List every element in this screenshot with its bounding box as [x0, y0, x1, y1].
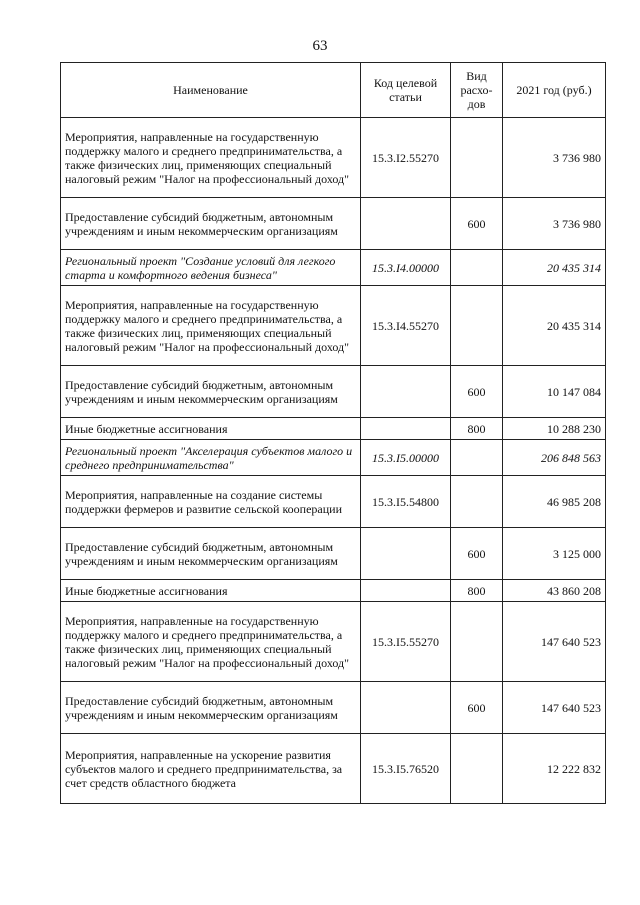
row-code: 15.3.I5.55270 — [361, 602, 451, 682]
row-kind — [451, 118, 503, 198]
table-row — [61, 198, 606, 250]
row-code: 15.3.I2.55270 — [361, 118, 451, 198]
row-amount: 20 435 314 — [503, 250, 606, 286]
row-amount: 147 640 523 — [503, 602, 606, 682]
row-kind — [451, 602, 503, 682]
table-row — [61, 734, 606, 804]
table-row — [61, 476, 606, 528]
row-amount: 43 860 208 — [503, 580, 606, 602]
row-amount: 3 736 980 — [503, 118, 606, 198]
row-name: Предоставление субсидий бюджетным, автономным учреждениям и иным некоммерческим организациям — [61, 198, 361, 250]
row-name: Мероприятия, направленные на государственную поддержку малого и среднего предпринимательства, а также физических лиц, применяющих специальный налоговый режим "Налог на профессиональный доход" — [61, 118, 361, 198]
row-amount: 10 288 230 — [503, 418, 606, 440]
row-name: Мероприятия, направленные на создание системы поддержки фермеров и развитие сельской кооперации — [61, 476, 361, 528]
row-code: 15.3.I4.55270 — [361, 286, 451, 366]
row-amount: 20 435 314 — [503, 286, 606, 366]
row-kind — [451, 476, 503, 528]
row-code — [361, 682, 451, 734]
row-kind: 600 — [451, 528, 503, 580]
header-kind: Вид расхо- дов — [451, 63, 503, 118]
row-kind: 600 — [451, 366, 503, 418]
row-name: Предоставление субсидий бюджетным, автономным учреждениям и иным некоммерческим организациям — [61, 682, 361, 734]
table-row — [61, 602, 606, 682]
row-code: 15.3.I4.00000 — [361, 250, 451, 286]
row-name: Иные бюджетные ассигнования — [61, 418, 361, 440]
row-name: Предоставление субсидий бюджетным, автономным учреждениям и иным некоммерческим организациям — [61, 528, 361, 580]
row-kind: 800 — [451, 418, 503, 440]
row-code — [361, 528, 451, 580]
row-kind: 800 — [451, 580, 503, 602]
table-header-row — [61, 63, 606, 118]
header-code: Код целевой статьи — [361, 63, 451, 118]
row-name: Предоставление субсидий бюджетным, автономным учреждениям и иным некоммерческим организациям — [61, 366, 361, 418]
row-amount: 46 985 208 — [503, 476, 606, 528]
row-kind — [451, 286, 503, 366]
table-row — [61, 250, 606, 286]
table-row — [61, 286, 606, 366]
row-amount: 3 125 000 — [503, 528, 606, 580]
table-row — [61, 118, 606, 198]
row-name: Мероприятия, направленные на государственную поддержку малого и среднего предпринимательства, а также физических лиц, применяющих специальный налоговый режим "Налог на профессиональный доход" — [61, 602, 361, 682]
row-code — [361, 366, 451, 418]
row-code — [361, 580, 451, 602]
row-code: 15.3.I5.76520 — [361, 734, 451, 804]
row-amount: 206 848 563 — [503, 440, 606, 476]
row-code: 15.3.I5.54800 — [361, 476, 451, 528]
row-name: Иные бюджетные ассигнования — [61, 580, 361, 602]
row-code — [361, 418, 451, 440]
row-amount: 147 640 523 — [503, 682, 606, 734]
page-number: 63 — [312, 38, 328, 54]
row-name: Региональный проект "Создание условий для легкого старта и комфортного ведения бизнеса" — [61, 250, 361, 286]
table-row — [61, 418, 606, 440]
row-code — [361, 198, 451, 250]
table-row — [61, 366, 606, 418]
row-code: 15.3.I5.00000 — [361, 440, 451, 476]
table-row — [61, 580, 606, 602]
row-name: Мероприятия, направленные на ускорение развития субъектов малого и среднего предпринимательства, за счет средств областного бюджета — [61, 734, 361, 804]
row-kind: 600 — [451, 682, 503, 734]
budget-table — [60, 62, 606, 804]
table-row — [61, 528, 606, 580]
header-amount: 2021 год (руб.) — [503, 63, 606, 118]
row-amount: 12 222 832 — [503, 734, 606, 804]
row-kind — [451, 734, 503, 804]
header-name: Наименование — [61, 63, 361, 118]
row-name: Региональный проект "Акселерация субъектов малого и среднего предпринимательства" — [61, 440, 361, 476]
row-amount: 3 736 980 — [503, 198, 606, 250]
table-row — [61, 682, 606, 734]
row-kind — [451, 440, 503, 476]
row-amount: 10 147 084 — [503, 366, 606, 418]
row-kind: 600 — [451, 198, 503, 250]
row-kind — [451, 250, 503, 286]
row-name: Мероприятия, направленные на государственную поддержку малого и среднего предпринимательства, а также физических лиц, применяющих специальный налоговый режим "Налог на профессиональный доход" — [61, 286, 361, 366]
table-row — [61, 440, 606, 476]
